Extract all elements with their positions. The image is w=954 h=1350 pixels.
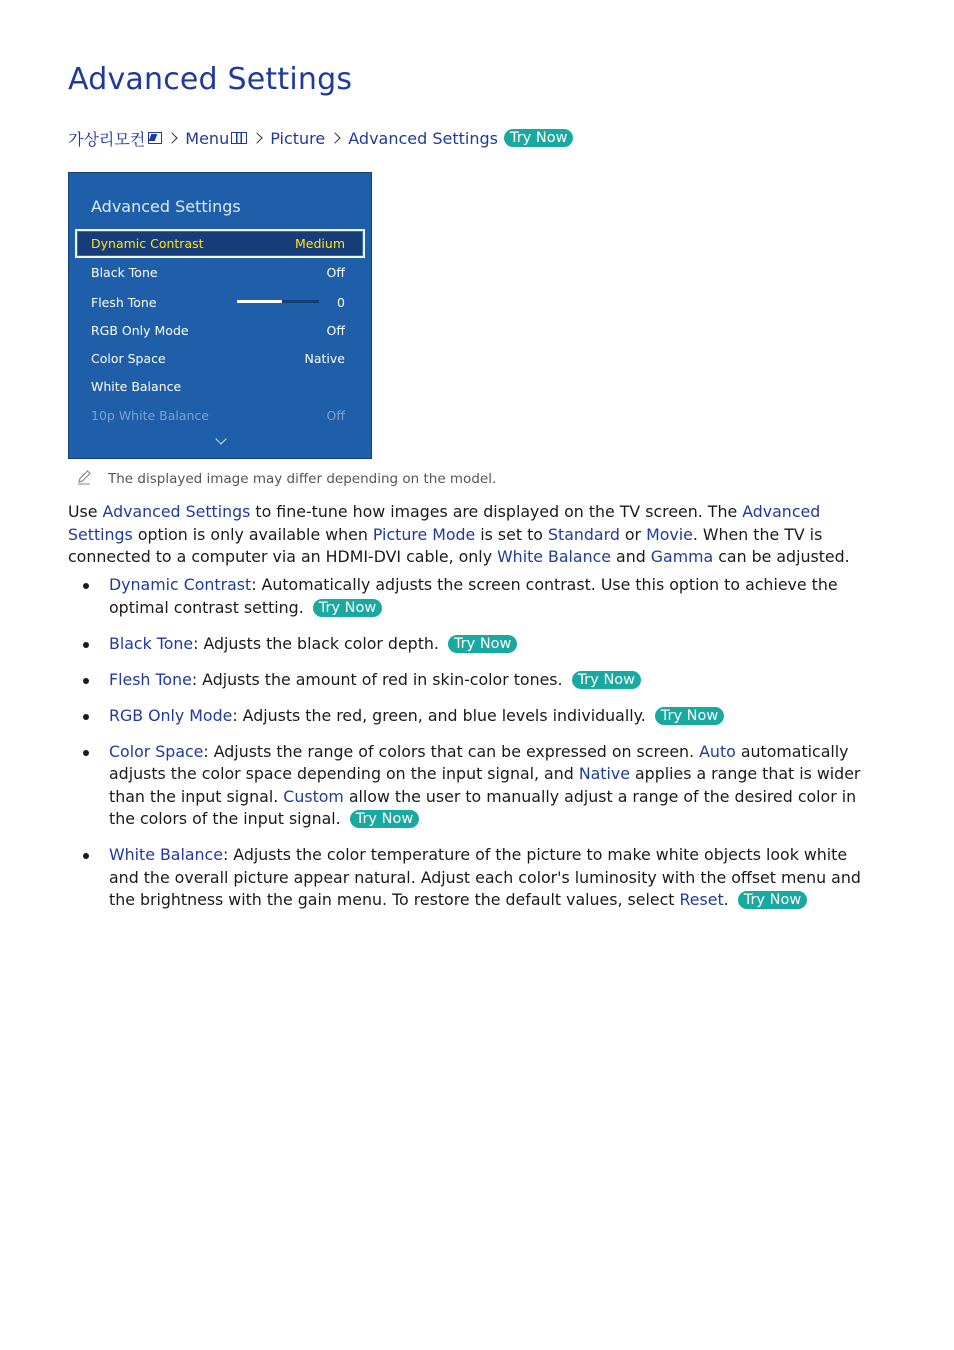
tv-menu-row-label: Flesh Tone: [91, 294, 157, 310]
text: Use: [68, 502, 103, 521]
text: or: [619, 524, 647, 544]
text: to fine-tune how images are displayed on the TV screen. The: [250, 502, 743, 521]
bullet-dot: [83, 853, 89, 859]
description: applies a range that is wider than the input signal.: [109, 764, 861, 806]
keyword: Gamma: [650, 547, 714, 566]
keyword: Picture Mode: [372, 524, 476, 544]
settings-list: [68, 574, 868, 925]
list-item-color-space: [68, 741, 868, 831]
flesh-tone-slider-fill: [237, 300, 282, 303]
keyword: White Balance: [497, 547, 612, 566]
list-item-flesh-tone: [68, 669, 868, 692]
term: White Balance: [109, 845, 223, 864]
try-now-button[interactable]: Try Now: [738, 891, 807, 909]
tv-menu-row-label: Dynamic Contrast: [91, 235, 204, 251]
description: : Adjusts the range of colors that can be expressed on screen.: [203, 741, 700, 761]
tv-menu-row-value: 0: [337, 294, 345, 310]
chevron-right-icon: [330, 132, 341, 143]
bullet-dot: [83, 750, 89, 756]
keyword: Auto: [699, 741, 736, 761]
tv-menu-row-value: Medium: [295, 235, 345, 251]
intro-paragraph: [68, 501, 868, 569]
list-item-rgb-only-mode: [68, 705, 868, 728]
try-now-button[interactable]: Try Now: [448, 635, 517, 653]
tv-menu-row-value: Off: [326, 407, 345, 423]
page-title: Advanced Settings: [68, 62, 353, 97]
description: .: [723, 890, 729, 909]
term: RGB Only Mode: [109, 705, 233, 725]
description: automatically adjusts the color space depending on the input signal, and: [109, 741, 849, 783]
tv-menu-row-rgb-only-mode[interactable]: [91, 320, 345, 340]
remote-icon: [148, 132, 162, 144]
description: : Adjusts the black color depth.: [193, 633, 439, 653]
bullet-dot: [83, 583, 89, 589]
chevron-down-icon[interactable]: [215, 433, 226, 444]
pencil-icon: [76, 469, 92, 485]
keyword: Advanced Settings: [102, 502, 251, 521]
term: Color Space: [109, 741, 204, 761]
tv-menu-row-color-space[interactable]: [91, 348, 345, 368]
keyword: Custom: [283, 786, 344, 806]
keyword: Standard: [547, 524, 620, 544]
breadcrumb-remote-label[interactable]: 가상리모컨: [68, 129, 146, 149]
keyword: Movie: [646, 524, 693, 544]
description: : Adjusts the red, green, and blue levels individually.: [232, 705, 646, 725]
tv-menu-row-10p-white-balance: [91, 405, 345, 425]
description: : Adjusts the amount of red in skin-color tones.: [191, 669, 563, 689]
tv-menu-row-white-balance[interactable]: [91, 376, 345, 396]
tv-menu-row-label: RGB Only Mode: [91, 322, 189, 338]
tv-menu-row-value: Native: [304, 350, 345, 366]
text: and: [611, 547, 651, 566]
breadcrumb-picture[interactable]: Picture: [270, 128, 326, 148]
try-now-button[interactable]: Try Now: [655, 707, 724, 725]
keyword: Advanced Settings: [68, 502, 821, 544]
description: allow the user to manually adjust a range of the desired color in the colors of the input signal.: [109, 786, 857, 828]
tv-menu-row-dynamic-contrast[interactable]: [91, 233, 345, 253]
chevron-right-icon: [252, 132, 263, 143]
bullet-dot: [83, 642, 89, 648]
keyword: Native: [578, 764, 630, 783]
try-now-button[interactable]: Try Now: [572, 671, 641, 689]
breadcrumb-menu-label[interactable]: Menu: [185, 128, 230, 148]
tv-menu-row-label: White Balance: [91, 378, 182, 394]
text: can be adjusted.: [713, 547, 850, 566]
tv-menu-title: Advanced Settings: [91, 197, 241, 216]
try-now-button[interactable]: Try Now: [504, 129, 573, 147]
tv-menu-screenshot: [68, 172, 372, 459]
text: option is only available when: [132, 524, 373, 544]
chevron-right-icon: [167, 132, 178, 143]
tv-menu-row-label: 10p White Balance: [91, 407, 209, 423]
breadcrumb-advanced-settings[interactable]: Advanced Settings: [348, 128, 498, 148]
model-note: The displayed image may differ depending on the model.: [108, 471, 497, 487]
description: : Automatically adjusts the screen contrast. Use this option to achieve the optimal contrast setting.: [109, 575, 838, 617]
menu-icon: [231, 132, 247, 144]
tv-menu-row-value: Off: [326, 322, 345, 338]
tv-menu-row-value: Off: [326, 264, 345, 280]
bullet-dot: [83, 678, 89, 684]
description: : Adjusts the color temperature of the picture to make white objects look white and the overall picture appear natural. Adjust each color's luminosity with the offset menu and the brightness with the gain menu. To restore the default values, select: [109, 845, 861, 909]
term: Black Tone: [109, 633, 194, 653]
list-item-white-balance: [68, 844, 868, 912]
term: Dynamic Contrast: [109, 575, 252, 594]
tv-menu-row-label: Color Space: [91, 350, 166, 366]
try-now-button[interactable]: Try Now: [313, 599, 382, 617]
flesh-tone-slider[interactable]: [237, 300, 319, 303]
list-item-black-tone: [68, 633, 868, 656]
list-item-dynamic-contrast: [68, 574, 868, 619]
text: is set to: [475, 524, 548, 544]
text: . When the TV is connected to a computer via an HDMI-DVI cable, only: [68, 524, 823, 566]
keyword: Reset: [679, 890, 724, 909]
bullet-dot: [83, 714, 89, 720]
tv-menu-row-black-tone[interactable]: [91, 262, 345, 282]
try-now-button[interactable]: Try Now: [350, 810, 419, 828]
term: Flesh Tone: [109, 669, 192, 689]
breadcrumb: [68, 127, 573, 149]
tv-menu-row-label: Black Tone: [91, 264, 158, 280]
